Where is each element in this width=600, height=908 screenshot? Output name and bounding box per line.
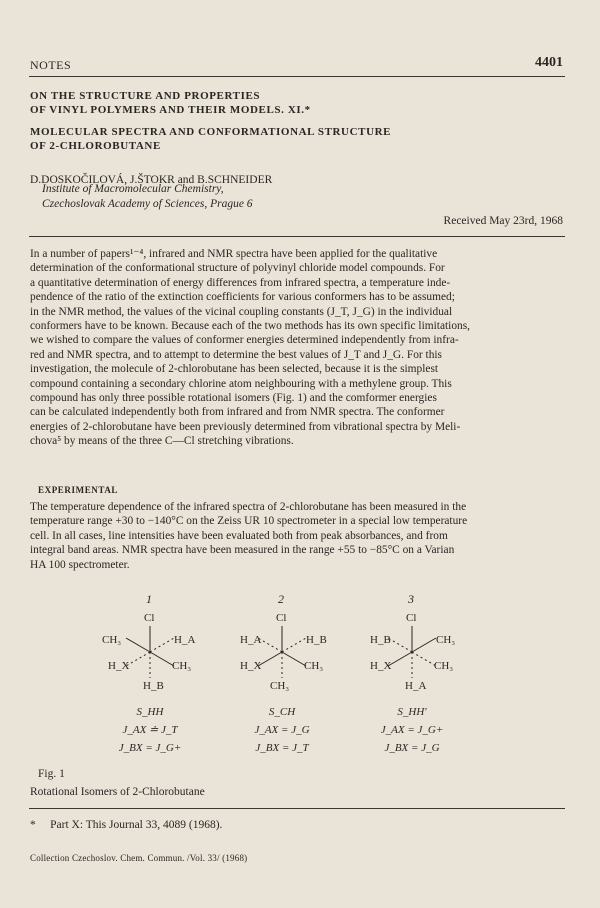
isomer-number: 1 [146,592,152,606]
coupling-jax: J_AX = J_G [254,724,310,736]
text-line: compound has only three possible rotational isomers (Fig. 1) and the comformer energies [30,392,437,405]
atom-lower-left: H_X [108,660,130,672]
text-line: energies of 2-chlorobutane have been previously determined from vibrational spectra by Meli- [30,420,461,433]
section-heading-experimental: EXPERIMENTAL [38,485,119,495]
atom-bottom: CH₃ [270,680,290,692]
atom-upper-left: H_B [370,634,391,646]
header-rule [29,76,565,77]
text-line: cell. In all cases, line intensities have been evaluated both from peak absorbances, and from [30,529,448,542]
figure-label: Fig. 1 [38,768,65,780]
text-line: red and NMR spectra, and to attempt to determine the best values of J_T and J_G. For this [30,348,442,361]
introduction-paragraph [30,247,564,449]
text-line: we wished to compare the values of conformer energies determined independently from infra- [30,334,459,347]
isomer-number: 3 [408,592,414,606]
atom-upper-right: H_A [174,634,196,646]
text-line: integral band areas. NMR spectra have been measured in the range +55 to −85°C on a Varian [30,544,455,557]
coupling-jbx: J_BX = J_G [384,742,440,754]
title-line-2: OF VINYL POLYMERS AND THEIR MODELS. XI.* [30,104,311,116]
isomer-symbol: S_HH' [397,706,427,718]
text-line: can be calculated independently both from infrared and from NMR spectra. The conformer [30,406,445,419]
text-line: chova⁵ by means of the three C—Cl stretching vibrations. [30,435,294,448]
isomer-2 [222,592,342,762]
atom-top: Cl [406,612,417,624]
atom-lower-right: CH₃ [434,660,454,672]
atom-top: Cl [276,612,287,624]
atom-upper-left: CH₃ [102,634,122,646]
text-line: determination of the conformational structure of polyvinyl chloride model compounds. For [30,262,445,275]
footnote-rule [29,808,565,809]
atom-bottom: H_B [143,680,164,692]
text-line: The temperature dependence of the infrared spectra of 2-chlorobutane has been measured in the [30,501,467,513]
institution-line-1: Institute of Macromolecular Chemistry, [42,183,224,195]
experimental-paragraph [30,500,564,572]
footnote: * Part X: This Journal 33, 4089 (1968). [30,819,223,831]
atom-upper-right: H_B [306,634,327,646]
isomer-symbol: S_CH [268,706,296,718]
coupling-jax: J_AX ≐ J_T [122,724,178,736]
subtitle-line-2: OF 2-CHLOROBUTANE [30,140,161,152]
text-line: in the NMR method, the values of the vicinal coupling constants (J_T, J_G) in the individual [30,305,453,318]
text-line: a quantitative determination of energy differences from infrared spectra, a temperature inde- [30,276,451,289]
atom-upper-left: H_A [240,634,262,646]
atom-top: Cl [144,612,155,624]
text-line: conformers have to be known. Because each of the two methods has its own specific limitations, [30,320,471,333]
text-line: temperature range +30 to −140°C on the Zeiss UR 10 spectrometer in a special low temperature [30,515,468,528]
isomer-symbol: S_HH [136,706,164,718]
atom-lower-right: CH₃ [304,660,324,672]
newman-projection-icon [352,622,472,682]
atom-lower-right: CH₃ [172,660,192,672]
coupling-jbx: J_BX = J_T [255,742,309,754]
newman-projection-icon [90,622,210,682]
institution-line-2: Czechoslovak Academy of Sciences, Prague 6 [42,198,253,210]
subtitle-line-1: MOLECULAR SPECTRA AND CONFORMATIONAL STRUCTURE [30,126,392,138]
newman-projection-icon [222,622,342,682]
received-date: Received May 23rd, 1968 [443,215,563,227]
text-line: In a number of papers¹⁻⁴, infrared and NMR spectra have been applied for the qualitative [30,248,438,260]
page-number: 4401 [535,55,563,70]
atom-bottom: H_A [405,680,427,692]
atom-lower-left: H_X [370,660,392,672]
isomer-1 [90,592,210,762]
figure-caption: Rotational Isomers of 2-Chlorobutane [30,786,205,798]
atom-lower-left: H_X [240,660,262,672]
coupling-jax: J_AX = J_G+ [380,724,444,736]
journal-footer: Collection Czechoslov. Chem. Commun. /Vol. 33/ (1968) [30,853,248,863]
text-line: HA 100 spectrometer. [30,558,130,571]
atom-upper-right: CH₃ [436,634,456,646]
text-line: investigation, the molecule of 2-chlorobutane has been selected, because it is the simplest [30,363,439,376]
text-line: pendence of the ratio of the extinction coefficients for various conformers has to be assumed; [30,291,455,304]
figure-rotational-isomers [0,592,600,762]
title-block-rule [29,236,565,237]
isomer-number: 2 [278,592,284,606]
title-line-1: ON THE STRUCTURE AND PROPERTIES [30,90,261,102]
isomer-3 [352,592,472,762]
authors: D.DOSKOČILOVÁ, J.ŠTOKR and B.SCHNEIDER [30,174,273,186]
text-line: compound containing a secondary chlorine atom neighbouring with a methylene group. This [30,377,452,390]
running-header-section: NOTES [30,58,72,72]
coupling-jbx: J_BX = J_G+ [118,742,182,754]
